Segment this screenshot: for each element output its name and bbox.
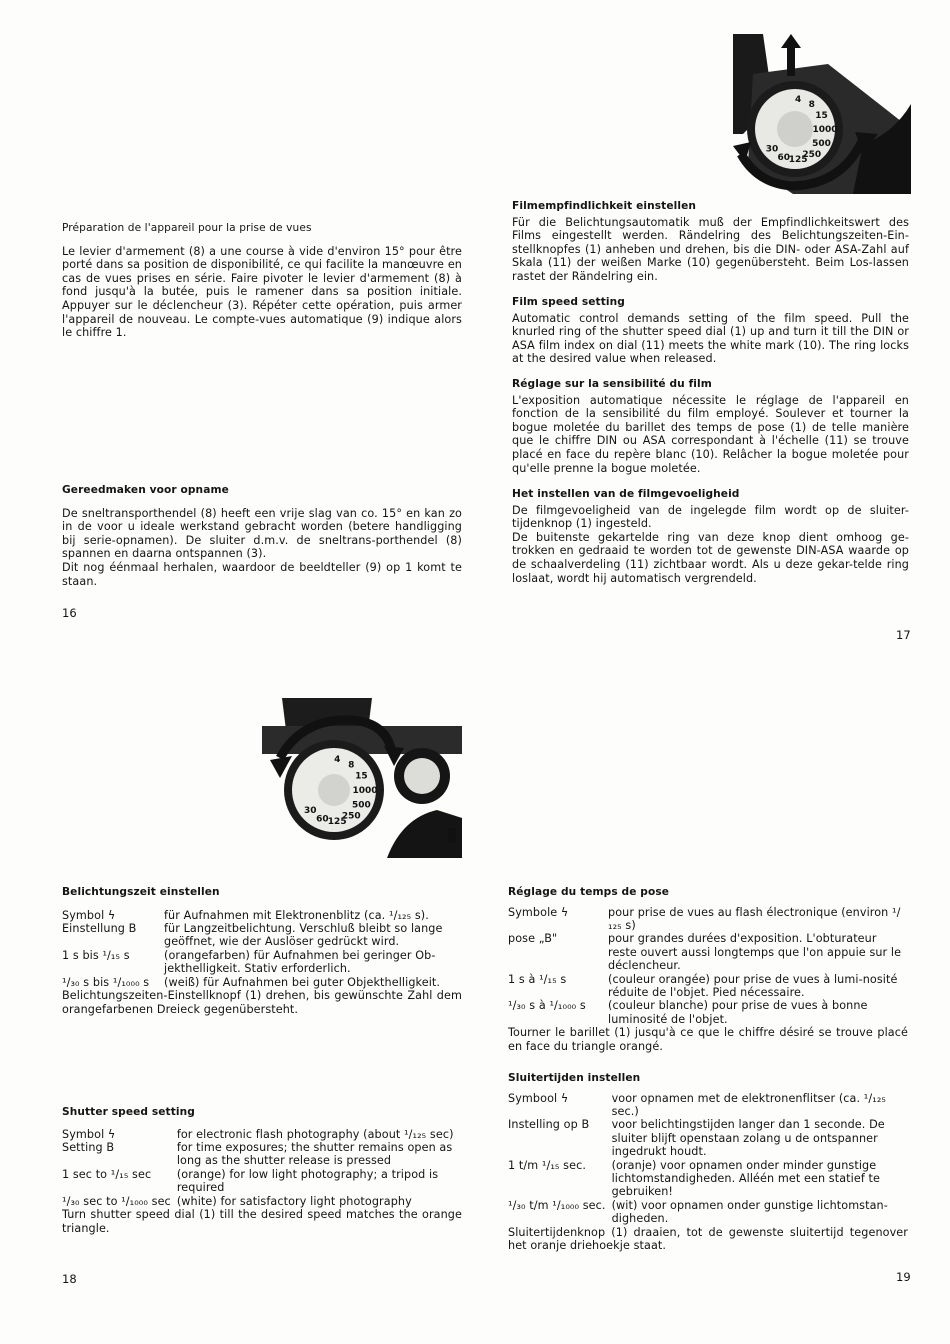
p19-nl-section <box>508 1072 908 1253</box>
p19-fr-speed-table <box>508 906 908 1027</box>
p17-de-body: Für die Belichtungsautomatik muß der Empfindlichkeitswert des Films eingestellt werden. Rändelring des Belichtungszeiten-Ein-stellknopfes (1) anheben und drehen, bis die DIN- oder ASA-Zahl auf Skala (11) der weißen Marke (10) gegenübersteht. Beim Los-lassen rastet der Rändelring ein. <box>512 215 909 283</box>
speed-setting-key: 1 s à ¹/₁₅ s <box>508 972 567 986</box>
speed-setting-description: für Aufnahmen mit Elektronenblitz (ca. ¹/₁₂₅ s). <box>164 908 429 922</box>
speed-row <box>62 1195 462 1208</box>
speed-setting-description: voor belichtingstijden langer dan 1 seconde. De sluiter blijft openstaan zolang u de ontspanner ingedrukt houdt. <box>611 1118 885 1159</box>
p17-fr-section <box>512 378 909 475</box>
speed-setting-key: Symbol ϟ <box>62 908 116 922</box>
speed-setting-key: ¹/₃₀ t/m ¹/₁₀₀₀ sec. <box>508 1198 606 1212</box>
p16-nl-body2: Dit nog éénmaal herhalen, waardoor de beeldteller (9) op 1 komt te staan. <box>62 560 462 588</box>
speed-setting-description: (weiß) für Aufnahmen bei guter Objekthelligkeit. <box>164 975 441 989</box>
film-speed-dial-photo <box>733 34 911 194</box>
speed-setting-key: ¹/₃₀ s à ¹/₁₀₀₀ s <box>508 999 586 1013</box>
dial-speed-label: 4 <box>334 755 341 766</box>
speed-setting-description: pour prise de vues au flash électronique (environ ¹/₁₂₅ s) <box>608 905 901 932</box>
speed-setting-key: 1 sec to ¹/₁₅ sec <box>62 1167 152 1181</box>
p16-nl-body: De sneltransporthendel (8) heeft een vrije slag van co. 15° en kan zo in de voor u ideale werkstand gebracht worden (betere handligging bij serie-opnamen). De sluiter d.m.v. de sneltrans-porthendel (8) spannen en daarna ontspannen (3). <box>62 506 462 561</box>
up-arrow-icon <box>787 46 795 76</box>
p17-en-heading: Film speed setting <box>512 296 625 308</box>
speed-setting-description: voor opnamen met de elektronenflitser (ca. ¹/₁₂₅ sec.) <box>611 1091 887 1118</box>
p18-de-heading: Belichtungszeit einstellen <box>62 886 220 898</box>
speed-setting-description: for electronic flash photography (about ¹/₁₂₅ sec) <box>176 1127 454 1141</box>
p18-en-tail: Turn shutter speed dial (1) till the desired speed matches the orange triangle. <box>62 1208 462 1235</box>
speed-row <box>62 909 462 922</box>
dial-speed-label: 1000 <box>352 786 378 796</box>
dial-speed-label: 30 <box>304 805 317 816</box>
speed-row <box>62 949 462 976</box>
speed-setting-description: pour grandes durées d'exposition. L'obturateur reste ouvert aussi longtemps que l'on appuie sur le déclencheur. <box>608 932 902 973</box>
speed-setting-key: Einstellung B <box>62 922 137 935</box>
speed-row <box>508 906 908 933</box>
dial-speed-label: 125 <box>788 154 808 165</box>
p19-fr-heading: Réglage du temps de pose <box>508 886 670 898</box>
speed-setting-key: 1 s bis ¹/₁₅ s <box>62 948 130 962</box>
speed-setting-description: (white) for satisfactory light photography <box>176 1194 412 1208</box>
p16-fr-body: Le levier d'armement (8) a une course à vide d'environ 15° pour être porté dans sa position de disponibilité, ce qui facilite la manœuvre en cas de vues prises en série. Faire pivoter le levier d'armement (8) à fond jusqu'à la butée, puis le ramener dans sa position initiale. Appuyer sur le déclencheur (3). Répéter cette opération, puis armer l'appareil de nouveau. Le compte-vues automatique (9) indique alors le chiffre 1. <box>62 244 462 340</box>
p17-nl-body2: De buitenste gekartelde ring van deze knop dient omhoog ge-trokken en gedraaid te worden tot de gewenste DIN-ASA waarde op de schaalverdeling (11) zichtbaar wordt. Als u deze gekar-telde ring loslaat, wordt hij automatisch vergrendeld. <box>512 530 909 585</box>
dial-speed-label: 500 <box>352 800 371 811</box>
speed-setting-key: ¹/₃₀ s bis ¹/₁₀₀₀ s <box>62 975 150 989</box>
speed-setting-description: (couleur orangée) pour prise de vues à lumi-nosité réduite de l'objet. Pied nécessaire. <box>608 972 898 1000</box>
page-number-18: 18 <box>62 1272 77 1286</box>
p16-fr-heading: Préparation de l'appareil pour la prise de vues <box>62 222 312 234</box>
shutter-speed-dial-photo <box>262 698 462 858</box>
speed-setting-key: pose „B" <box>508 932 558 946</box>
speed-row <box>62 1141 462 1168</box>
p18-de-tail: Belichtungszeiten-Einstellknopf (1) drehen, bis gewünschte Zahl dem orangefarbenen Dreieck gegenübersteht. <box>62 989 462 1016</box>
dial-speed-label: 15 <box>815 110 828 121</box>
speed-setting-description: (wit) voor opnamen onder gunstige lichtomstan-digheden. <box>611 1198 888 1226</box>
p17-en-body: Automatic control demands setting of the film speed. Pull the knurled ring of the shutter speed dial (1) up and turn it till the DIN or ASA film index on dial (11) meets the white mark (10). The ring locks at the desired value when released. <box>512 311 909 366</box>
speed-setting-key: Symbol ϟ <box>62 1127 116 1141</box>
p19-nl-heading: Sluitertijden instellen <box>508 1072 641 1084</box>
dial-speed-label: 1000 <box>812 125 838 135</box>
p18-en-speed-table <box>62 1128 462 1208</box>
speed-setting-description: for time exposures; the shutter remains open as long as the shutter release is pressed <box>176 1141 453 1168</box>
speed-setting-description: (oranje) voor opnamen onder minder gunstige lichtomstandigheden. Alléén met een statief te gebruiken! <box>611 1158 881 1199</box>
page-number-16: 16 <box>62 606 77 620</box>
p18-en-heading: Shutter speed setting <box>62 1106 195 1118</box>
speed-setting-description: (orange) for low light photography; a tripod is required <box>176 1167 439 1195</box>
page-number-19: 19 <box>896 1270 911 1284</box>
speed-row <box>508 1159 908 1199</box>
p17-nl-heading: Het instellen van de filmgevoeligheid <box>512 488 740 500</box>
dial-speed-label: 500 <box>812 139 831 150</box>
p17-fr-body: L'exposition automatique nécessite le réglage de l'appareil en fonction de la sensibilité du film employé. Soulever et tourner la bogue moletée du barillet des temps de pose (1) de telle manière que le chiffre DIN ou ASA correspondant à l'échelle (11) se trouve placé en face du repère blanc (10). Relâcher la bogue moletée pour qu'elle prenne la bogue moletée. <box>512 393 909 475</box>
p19-fr-section <box>508 886 908 1053</box>
p19-fr-tail: Tourner le barillet (1) jusqu'à ce que le chiffre désiré se trouve placé en face du triangle orangé. <box>508 1026 908 1053</box>
speed-setting-key: Instelling op B <box>508 1118 590 1132</box>
dial-speed-label: 8 <box>348 760 355 771</box>
speed-row <box>508 1092 908 1119</box>
p16-fr-section <box>62 222 462 340</box>
p18-de-section <box>62 886 462 1016</box>
p17-nl-body1: De filmgevoeligheid van de ingelegde film wordt op de sluiter-tijdenknop (1) ingesteld. <box>512 503 909 531</box>
speed-setting-description: für Langzeitbelichtung. Verschluß bleibt so lange geöffnet, wie der Auslöser gedrückt wird. <box>164 922 443 949</box>
p17-en-section <box>512 296 909 366</box>
p17-nl-section <box>512 488 909 585</box>
dial-speed-label: 8 <box>808 100 815 111</box>
p17-de-heading: Filmempfindlichkeit einstellen <box>512 200 697 212</box>
speed-setting-key: ¹/₃₀ sec to ¹/₁₀₀₀ sec <box>62 1194 171 1208</box>
speed-row <box>62 1128 462 1141</box>
p17-de-section <box>512 200 909 284</box>
p19-nl-tail: Sluitertijdenknop (1) draaien, tot de gewenste sluitertijd tegenover het oranje driehoekje staat. <box>508 1225 908 1253</box>
speed-row <box>62 976 462 989</box>
speed-setting-key: Setting B <box>62 1141 115 1154</box>
speed-setting-key: 1 t/m ¹/₁₅ sec. <box>508 1158 586 1172</box>
dial-speed-label: 60 <box>777 152 791 163</box>
speed-setting-key: Symbole ϟ <box>508 905 569 919</box>
dial-speed-label: 60 <box>316 814 329 825</box>
p16-nl-section <box>62 484 462 588</box>
speed-row <box>62 922 462 949</box>
dial-speed-label: 15 <box>355 771 368 782</box>
p18-de-speed-table <box>62 909 462 989</box>
dial-speed-label: 250 <box>802 149 822 160</box>
speed-row <box>508 1199 908 1226</box>
dial-speed-label: 250 <box>341 811 361 822</box>
p16-nl-heading: Gereedmaken voor opname <box>62 484 229 496</box>
speed-setting-description: (couleur blanche) pour prise de vues à bonne luminosité de l'objet. <box>608 999 868 1026</box>
speed-row <box>508 973 908 1000</box>
p17-fr-heading: Réglage sur la sensibilité du film <box>512 378 712 390</box>
speed-row <box>508 1118 908 1158</box>
p18-en-section <box>62 1106 462 1235</box>
speed-setting-description: (orangefarben) für Aufnahmen bei geringer Ob-jekthelligkeit. Stativ erforderlich. <box>164 948 436 976</box>
dial-speed-label: 4 <box>794 95 802 106</box>
speed-row <box>508 932 908 972</box>
page-number-17: 17 <box>896 628 911 642</box>
p19-nl-speed-table <box>508 1092 908 1226</box>
speed-row <box>508 999 908 1026</box>
speed-row <box>62 1168 462 1195</box>
speed-setting-key: Symbool ϟ <box>508 1091 569 1105</box>
dial-speed-label: 125 <box>327 816 347 827</box>
dial-speed-label: 30 <box>765 144 779 155</box>
